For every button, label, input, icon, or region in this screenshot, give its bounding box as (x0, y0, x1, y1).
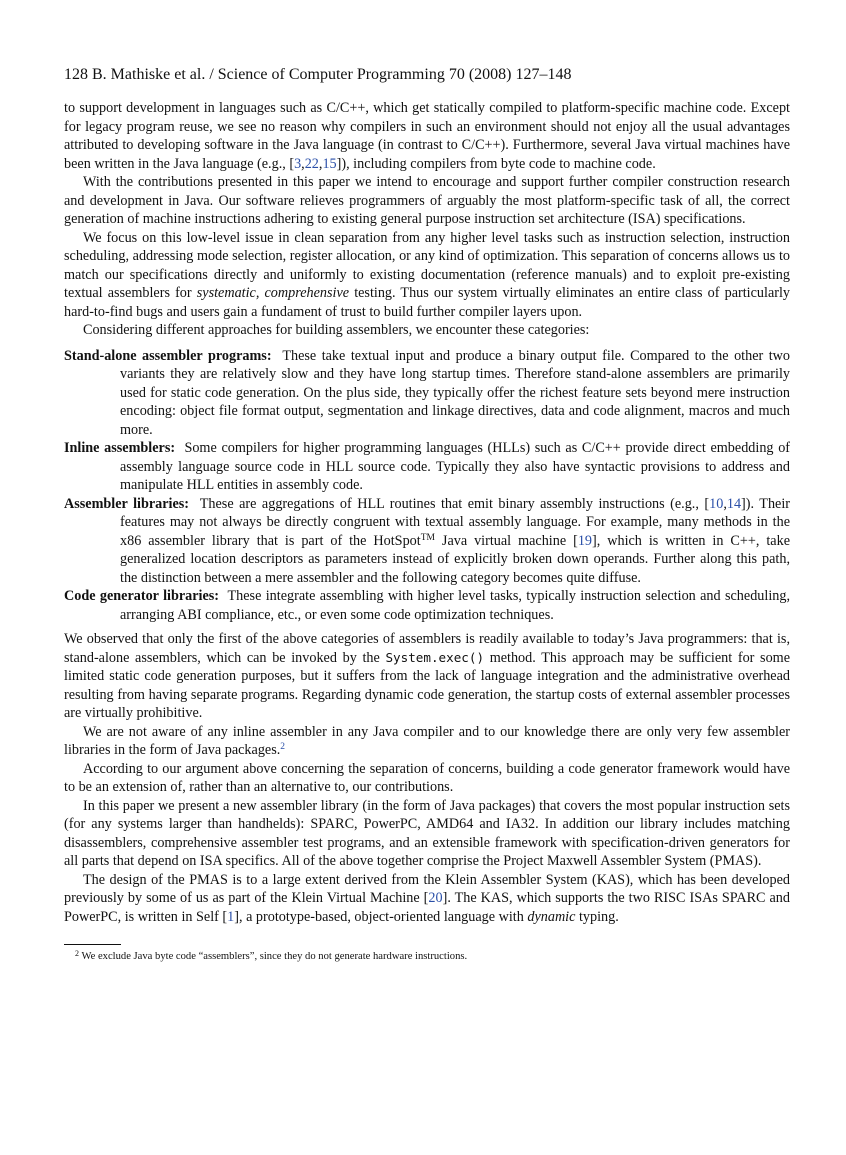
category-term: Assembler libraries: (64, 495, 190, 512)
category-term: Code generator libraries: (64, 588, 220, 604)
citation-link[interactable]: 10 (709, 495, 724, 512)
category-item: Inline assemblers: Some compilers for higher programming languages (HLLs) such as C/C++ provide direct embedding of assembly language source code in HLL source code. Typically they also have syntactic provisions to address and manipulate HLL entities in assembly code. (64, 440, 791, 493)
footnote-mark: 2 (75, 949, 79, 958)
page (64, 66, 790, 963)
category-term: Inline assemblers: (64, 440, 176, 456)
paragraph: We focus on this low-level issue in clean separation from any higher level tasks such as instruction selection, instruction scheduling, addressing mode selection, register allocation, or any kind of optimization. This separation of concerns allows us to match our specifications directly and uniformly to existing documentation (reference manuals) and to exploit pre-existing textual assemblers for systematic, comprehensive testing. Thus our system virtually eliminates an entire class of particularly hard-to-find bugs and users gain a fundament of trust to build further compiler layers upon. (64, 229, 790, 320)
paragraph: The design of the PMAS is to a large extent derived from the Klein Assembler System (KAS), which has been developed previously by some of us as part of the Klein Virtual Machine [20]. The KAS, which supports the two RISC ISAs SPARC and PowerPC, is written in Self [1], a prototype-based, object-oriented language with dynamic typing. (64, 871, 790, 925)
paragraph: to support development in languages such as C/C++, which get statically compiled to platform-specific machine code. Except for legacy program reuse, we see no reason why compilers in such an environment should not enjoy all the usual advantages attributed to developing software in the Java language (in contrast to C/C++). Furthermore, several Java virtual machines have been written in the Java language (e.g., [3,22,15]), including compilers from byte code to machine code. (64, 100, 790, 172)
paragraph: Considering different approaches for building assemblers, we encounter these categories: (83, 322, 590, 338)
citation-link[interactable]: 3 (294, 155, 302, 172)
footnote-ref[interactable]: 2 (280, 742, 286, 752)
citation-link[interactable]: 14 (726, 495, 742, 512)
footnote-divider (64, 944, 121, 945)
citation-link[interactable]: 19 (577, 532, 592, 549)
page-number: 128 (64, 66, 88, 83)
category-term: Stand-alone assembler programs: (64, 347, 272, 364)
category-list (64, 347, 790, 625)
citation-link[interactable]: 22 (304, 155, 319, 172)
paragraph: We are not aware of any inline assembler in any Java compiler and to our knowledge there are only very few assembler libraries in the form of Java packages.$^2$ (64, 723, 790, 758)
page-header (64, 66, 790, 83)
citation-link[interactable]: 20 (428, 890, 443, 906)
paragraph: With the contributions presented in this paper we intend to encourage and support further compiler construction research and development in Java. Our software relieves programmers of arguably the most platform-specific task of all, the correct generation of machine instructions adhering to existing general purpose instruction set architecture (ISA) specifications. (64, 174, 790, 227)
code-snippet: System.exec() (385, 649, 485, 665)
paragraph: According to our argument above concerning the separation of concerns, building a code generator framework would have to be an extension of, rather than an alternative to, our contributions. (64, 760, 790, 795)
citation-link[interactable]: 1 (227, 908, 235, 925)
paragraph: We observed that only the first of the above categories of assemblers is readily available to today’s Java programmers: that is, stand-alone assemblers, which can be invoked by the System.exec() method. This approach may be sufficient for some limited static code generation purposes, but it suffers from the lack of language integration and the administrative overhead resulting from having separate programs. Regarding dynamic code generation, the startup costs of external assembler processes are virtually prohibitive. (64, 631, 790, 721)
running-head: B. Mathiske et al. / Science of Computer Programming 70 (2008) 127–148 (92, 66, 572, 83)
footnote: $^2$ We exclude Java byte code “assemblers”, since they do not generate hardware instructions. (75, 949, 468, 962)
citation-link[interactable]: 15 (322, 155, 337, 172)
category-item: Stand-alone assembler programs: These take textual input and produce a binary output file. Compared to the other two variants they are relatively slow and they have long startup times. Therefore stand-alone assemblers are primarily used for static code generation. On the plus side, they typically offer the richest feature sets beyond mere instruction encoding: object file format output, segmentation and linkage directives, data and code alignment, macros and much more. (64, 347, 791, 438)
category-item: Code generator libraries: These integrate assembling with higher level tasks, typically instruction selection and scheduling, arranging ABI compliance, etc., or even some code optimization techniques. (64, 588, 790, 623)
trademark-mark: TM (420, 532, 435, 543)
paragraph: In this paper we present a new assembler library (in the form of Java packages) that covers the most popular instruction sets (for any systems larger than handhelds): SPARC, PowerPC, AMD64 and IA32. In addition our library includes matching disassemblers, comprehensive assembler test programs, and an extensible framework with specification-driven generators for all parts that depend on ISA specifics. All of the above together comprise the Project Maxwell Assembler System (PMAS). (64, 797, 790, 869)
category-item: Assembler libraries: These are aggregations of HLL routines that emit binary assembly instructions (e.g., [10,14]). Their features may not always be directly congruent with textual assembly language. For example, many methods in the x86 assembler library that is part of the HotSpot™ Java virtual machine [19], which is written in C++, take generalized location descriptors as parameters instead of explicitly broken down operands. Further along this path, the distinction between a mere assembler and the following category becomes quite diffuse. (64, 495, 790, 586)
